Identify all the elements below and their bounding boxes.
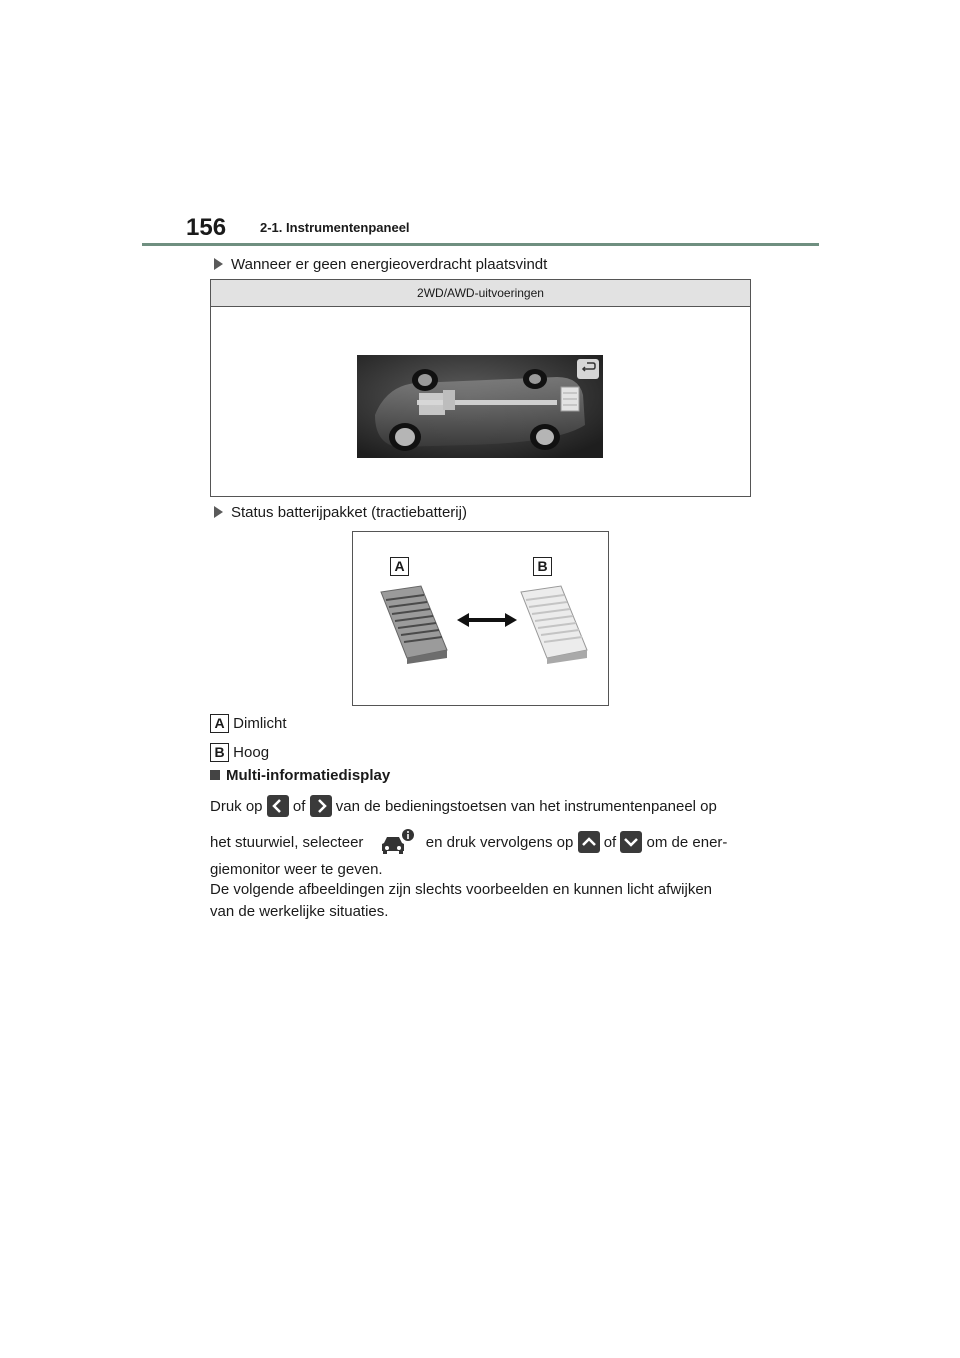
paragraph-line [210,795,717,817]
legend-item-a [210,714,287,733]
legend-text: Hoog [233,744,270,761]
vehicle-chassis-illustration [357,355,603,458]
bullet-text: Status batterijpakket (tractiebatterij) [231,504,467,521]
section-heading [210,767,390,784]
figure-header: 2WD/AWD-uitvoeringen [211,280,750,307]
chevron-left-icon [267,795,289,817]
bullet-item [214,256,547,273]
text-span: van de bedieningstoetsen van het instrumentenpaneel op [335,798,717,815]
figure-marker-b: B [533,557,552,576]
triangle-bullet-icon [214,258,223,270]
battery-pack-illustration [371,582,593,668]
vehicle-info-icon [368,829,422,855]
text-span: of [603,834,617,851]
text-span: Druk op [210,798,263,815]
figure-battery-status [352,531,609,706]
paragraph-line [210,829,727,855]
page-number: 156 [186,214,227,241]
chevron-right-icon [310,795,332,817]
triangle-bullet-icon [214,506,223,518]
text-span: of [292,798,306,815]
square-bullet-icon [210,770,220,780]
legend-text: Dimlicht [233,715,287,732]
bullet-text: Wanneer er geen energieoverdracht plaatsvindt [231,256,548,273]
bullet-item [214,504,467,521]
legend-marker: A [210,714,229,733]
text-span: om de ener- [646,834,728,851]
section-heading-text: Multi-informatiedisplay [226,767,391,784]
figure-energy-monitor [210,279,751,497]
text-span: het stuurwiel, selecteer [210,834,364,851]
paragraph-line: van de werkelijke situaties. [210,903,389,920]
legend-item-b [210,743,269,762]
chevron-down-icon [620,831,642,853]
paragraph-line: De volgende afbeeldingen zijn slechts voorbeelden en kunnen licht afwijken [210,881,713,898]
text-span: en druk vervolgens op [425,834,574,851]
legend-marker: B [210,743,229,762]
chevron-up-icon [578,831,600,853]
paragraph-line: giemonitor weer te geven. [210,861,383,878]
header-divider [142,243,819,246]
section-title: 2-1. Instrumentenpaneel [260,220,410,235]
figure-marker-a: A [390,557,409,576]
energy-monitor-screen [357,355,603,458]
